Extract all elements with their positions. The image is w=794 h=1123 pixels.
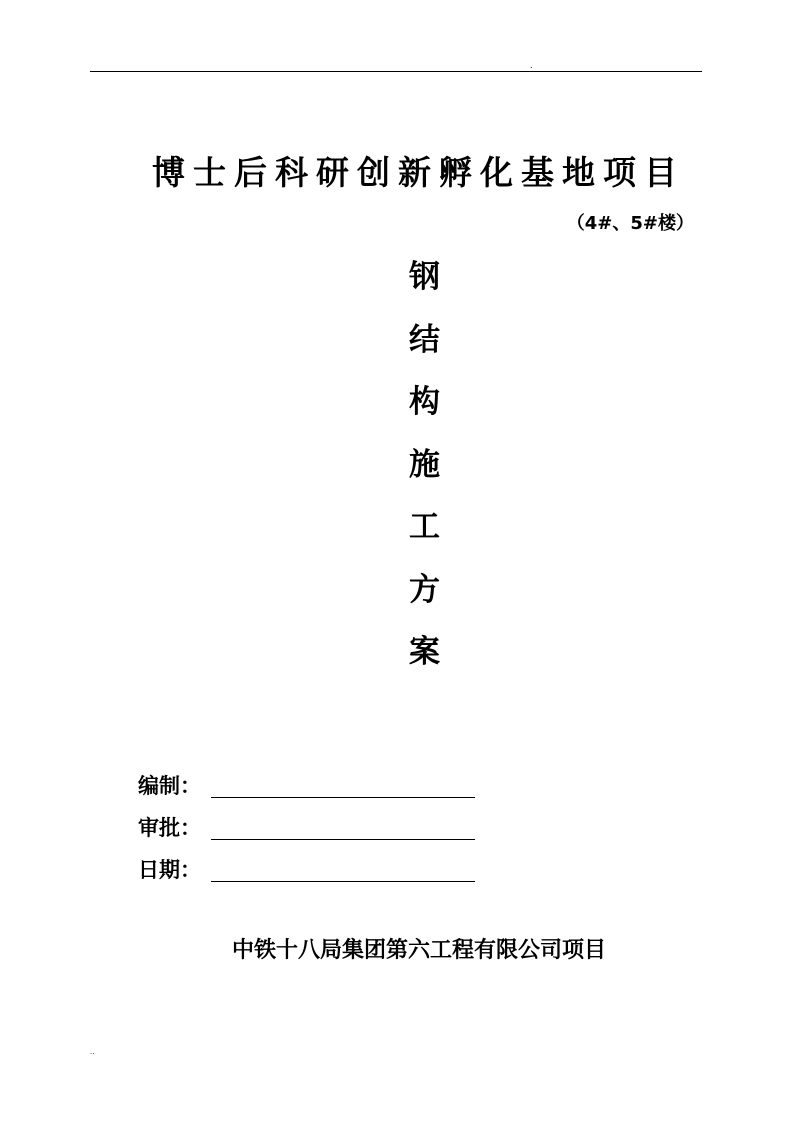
header-rule	[90, 71, 702, 72]
signature-block	[138, 770, 498, 896]
vertical-title	[409, 254, 449, 692]
header-dot: .	[530, 61, 533, 70]
vertical-title-char: 结	[409, 321, 440, 358]
signature-row-approve	[138, 812, 498, 854]
vertical-title-char: 钢	[409, 259, 440, 295]
date-signature-line	[211, 881, 475, 882]
approve-label: 审批：	[138, 816, 201, 840]
vertical-title-char: 方	[409, 571, 440, 608]
signature-row-date	[138, 854, 498, 896]
vertical-title-char: 工	[409, 509, 440, 545]
company-name: 中铁十八局集团第六工程有限公司项目	[231, 938, 606, 963]
vertical-title-char: 构	[409, 384, 440, 420]
vertical-title-char: 案	[409, 634, 440, 670]
compile-signature-line	[211, 797, 475, 798]
document-subtitle: （4#、5#楼）	[566, 213, 694, 234]
footer-dots: ..	[90, 1048, 95, 1056]
vertical-title-char: 施	[409, 446, 440, 483]
document-title: 博士后科研创新孵化基地项目	[152, 153, 685, 192]
signature-row-compile	[138, 770, 498, 812]
approve-signature-line	[211, 839, 475, 840]
date-label: 日期：	[138, 858, 201, 882]
compile-label: 编制：	[138, 774, 201, 798]
